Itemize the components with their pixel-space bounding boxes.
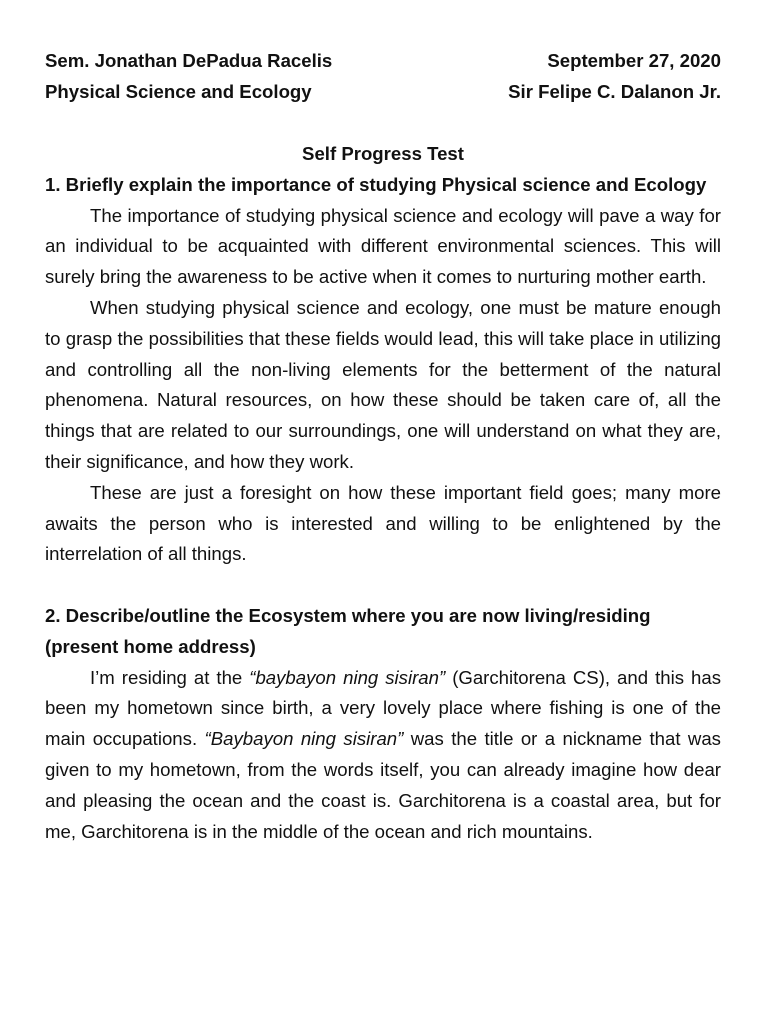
answer-2-text-3: was the title or a nickname that was given to my hometown, from the words itself, you can already imagine how dear and pleasing the ocean and the coast is. Garchitorena is a coastal area, but for me, Garchitorena is in the middle of the ocean and rich mountains. — [45, 728, 721, 842]
author-name: Sem. Jonathan DePadua Racelis — [45, 50, 333, 71]
header-row-2 — [45, 77, 721, 107]
document-body — [45, 139, 721, 847]
document-title: Self Progress Test — [302, 143, 464, 164]
question-1-prompt: 1. Briefly explain the importance of studying Physical science and Ecology — [45, 173, 707, 195]
section-spacer — [45, 570, 721, 601]
answer-1-paragraph-3: These are just a foresight on how these important field goes; many more awaits the person who is interested and willing to be enlightened by the interrelation of all things. — [45, 481, 721, 565]
answer-2-paragraph-1 — [45, 663, 721, 848]
answer-2-text-1: I’m residing at the — [90, 666, 250, 688]
answer-2-quote-2: “Baybayon ning sisiran” — [204, 728, 404, 750]
instructor-name: Sir Felipe C. Dalanon Jr. — [508, 81, 721, 102]
answer-2-text-2: (Garchitorena CS), and this has been my hometown since birth, a very lovely place where fishing is one of the main occupations. — [45, 666, 721, 750]
question-2-prompt: 2. Describe/outline the Ecosystem where you are now living/residing (present home address) — [45, 604, 651, 657]
document-date: September 27, 2020 — [547, 50, 721, 71]
header-row-1 — [45, 46, 721, 76]
answer-1-paragraph-1: The importance of studying physical science and ecology will pave a way for an individual to be acquainted with different environmental sciences. This will surely bring the awareness to be active when it comes to nurturing mother earth. — [45, 204, 721, 288]
answer-2-quote-1: “baybayon ning sisiran” — [249, 666, 446, 688]
subject-name: Physical Science and Ecology — [45, 81, 312, 102]
answer-1-paragraph-2: When studying physical science and ecology, one must be mature enough to grasp the possibilities that these fields would lead, this will take place in utilizing and controlling all the non-living elements for the betterment of the natural phenomena. Natural resources, on how these should be taken care of, all the things that are related to our surroundings, one will understand on what they are, their significance, and how they work. — [45, 296, 721, 472]
